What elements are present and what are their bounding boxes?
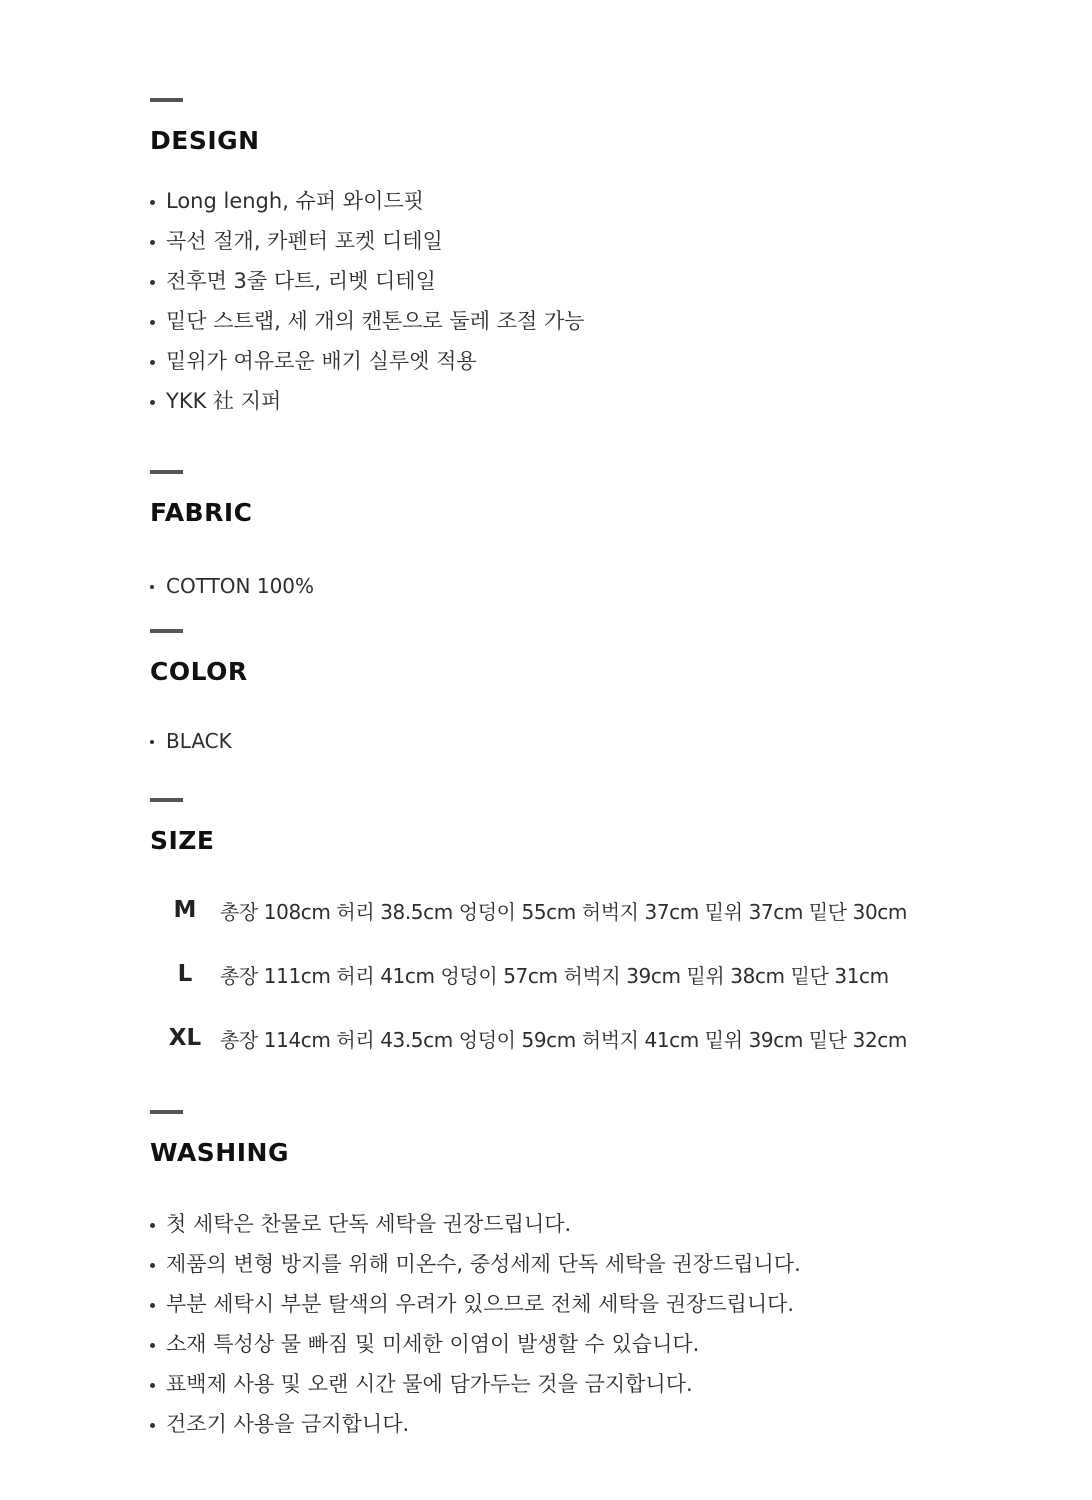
washing-list (150, 1204, 1032, 1444)
list-item: BLACK (150, 721, 1032, 761)
size-measurements: 총장 111cm 허리 41cm 엉덩이 57cm 허벅지 39cm 밑위 38cm 밑단 31cm (220, 963, 889, 988)
section-divider (150, 1110, 183, 1114)
design-section (150, 98, 1032, 413)
list-item: 첫 세탁은 찬물로 단독 세탁을 권장드립니다. (150, 1204, 1032, 1244)
section-divider (150, 98, 183, 102)
fabric-list (150, 566, 1032, 606)
list-item: 제품의 변형 방지를 위해 미온수, 중성세제 단독 세탁을 권장드립니다. (150, 1244, 1032, 1284)
list-item: 건조기 사용을 금지합니다. (150, 1404, 1032, 1444)
design-list (150, 181, 1032, 421)
list-item: 전후면 3줄 다트, 리벳 디테일 (150, 261, 1032, 301)
size-label: XL (168, 1025, 202, 1051)
fabric-section (150, 470, 1032, 598)
list-item: COTTON 100% (150, 566, 1032, 606)
size-section (150, 798, 1032, 1052)
size-measurements: 총장 108cm 허리 38.5cm 엉덩이 55cm 허벅지 37cm 밑위 37cm 밑단 30cm (220, 899, 907, 924)
section-divider (150, 798, 183, 802)
size-table (150, 878, 1032, 1070)
washing-heading: WASHING (150, 1138, 289, 1167)
section-divider (150, 629, 183, 633)
color-heading: COLOR (150, 657, 248, 686)
size-measurements: 총장 114cm 허리 43.5cm 엉덩이 59cm 허벅지 41cm 밑위 39cm 밑단 32cm (220, 1027, 907, 1052)
color-section (150, 629, 1032, 753)
size-heading: SIZE (150, 826, 215, 855)
list-item: 밑단 스트랩, 세 개의 캔톤으로 둘레 조절 가능 (150, 301, 1032, 341)
color-list (150, 721, 1032, 761)
list-item: 표백제 사용 및 오랜 시간 물에 담가두는 것을 금지합니다. (150, 1364, 1032, 1404)
section-divider (150, 470, 183, 474)
size-label: L (177, 961, 193, 987)
list-item: 밑위가 여유로운 배기 실루엣 적용 (150, 341, 1032, 381)
fabric-heading: FABRIC (150, 498, 253, 527)
list-item: 소재 특성상 물 빠짐 및 미세한 이염이 발생할 수 있습니다. (150, 1324, 1032, 1364)
size-row-l (150, 942, 1032, 1006)
list-item: YKK 社 지퍼 (150, 381, 1032, 421)
size-label: M (173, 897, 197, 923)
list-item: 곡선 절개, 카펜터 포켓 디테일 (150, 221, 1032, 261)
washing-section (150, 1110, 1032, 1436)
list-item: 부분 세탁시 부분 탈색의 우려가 있으므로 전체 세탁을 권장드립니다. (150, 1284, 1032, 1324)
size-row-m (150, 878, 1032, 942)
size-row-xl (150, 1006, 1032, 1070)
list-item: Long lengh, 슈퍼 와이드핏 (150, 181, 1032, 221)
design-heading: DESIGN (150, 126, 260, 155)
